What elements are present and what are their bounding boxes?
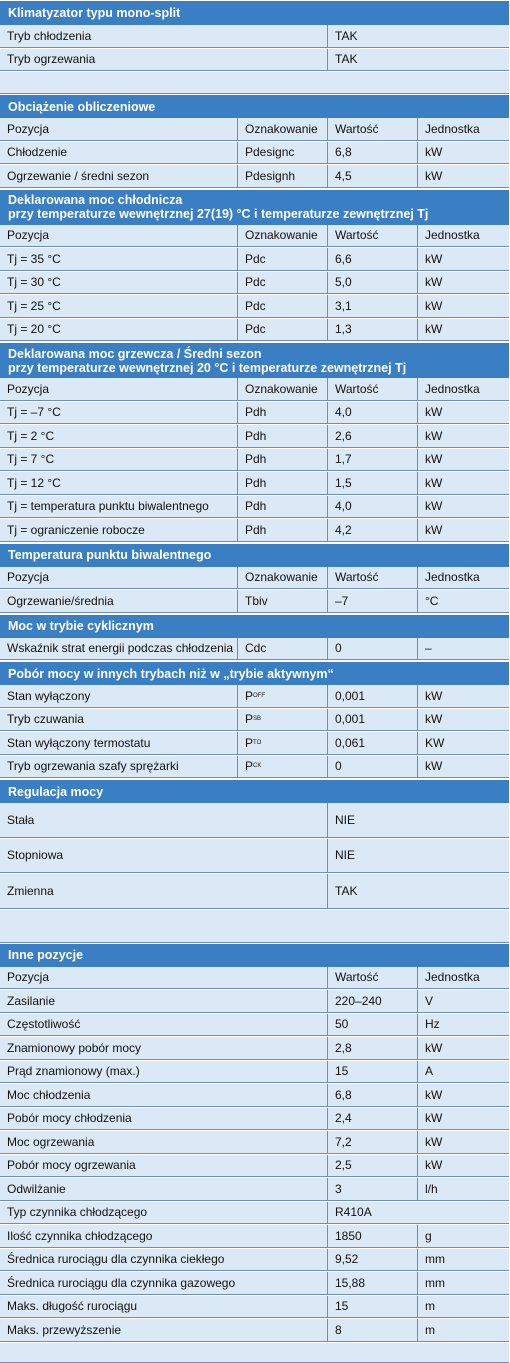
row-unit: kW: [418, 472, 509, 495]
row-value: 1,5: [328, 472, 418, 495]
row-unit: g: [418, 1225, 509, 1248]
row-label: Maks. długość rurociągu: [0, 1296, 328, 1319]
row-label: Ilość czynnika chłodzącego: [0, 1225, 328, 1248]
row-value: 15,88: [328, 1272, 418, 1295]
row-code: [238, 732, 328, 755]
table-row: [0, 1319, 509, 1343]
section-title-line1: Deklarowana moc grzewcza / Średni sezon: [8, 346, 262, 361]
row-label: Zmienna: [0, 874, 328, 909]
header-wartosc: Wartość: [328, 225, 418, 248]
table-row: [0, 519, 509, 543]
row-label: Ogrzewanie / średni sezon: [0, 165, 238, 188]
row-value: 50: [328, 1014, 418, 1037]
row-value: 220–240: [328, 990, 418, 1013]
header-pozycja: Pozycja: [0, 967, 328, 990]
row-value: 6,8: [328, 1084, 418, 1107]
code-subscript: CK: [253, 763, 262, 770]
section-title-text: Temperatura punktu biwalentnego: [8, 548, 212, 562]
row-unit: °C: [418, 590, 509, 613]
row-value: 4,2: [328, 519, 418, 542]
spacer-row: [0, 1343, 509, 1363]
row-unit: kW: [418, 272, 509, 295]
row-code: Tbiv: [238, 590, 328, 613]
table-row: [0, 1202, 509, 1226]
row-unit: kW: [418, 319, 509, 342]
code-main: P: [245, 735, 254, 750]
row-value: 4,0: [328, 496, 418, 519]
row-unit: kW: [418, 425, 509, 448]
table-row: [0, 1272, 509, 1296]
row-code: Pdh: [238, 449, 328, 472]
row-unit: kW: [418, 1084, 509, 1107]
row-label: Odwilżanie: [0, 1178, 328, 1201]
row-unit: kW: [418, 165, 509, 188]
row-unit: kW: [418, 1037, 509, 1060]
row-value: 0: [328, 756, 418, 779]
row-value: TAK: [328, 49, 509, 72]
row-value: 15: [328, 1296, 418, 1319]
row-label: Prąd znamionowy (max.): [0, 1061, 328, 1084]
row-value: 1,7: [328, 449, 418, 472]
row-label: Tj = 20 °C: [0, 319, 238, 342]
table-row: [0, 248, 509, 272]
row-label: Tj = 12 °C: [0, 472, 238, 495]
row-unit: m: [418, 1296, 509, 1319]
row-code: Pdc: [238, 319, 328, 342]
table-row: [0, 319, 509, 343]
row-unit: V: [418, 990, 509, 1013]
header-wartosc: Wartość: [328, 567, 418, 590]
row-code: [238, 709, 328, 732]
row-unit: kW: [418, 1108, 509, 1131]
code-subscript: SB: [253, 716, 262, 723]
table-row: [0, 1084, 509, 1108]
table-row: [0, 1037, 509, 1061]
row-value: 4,5: [328, 165, 418, 188]
header-jednostka: Jednostka: [418, 567, 509, 590]
code-main: P: [245, 712, 254, 727]
table-header-row: [0, 225, 509, 249]
section-title-line1: Deklarowana moc chłodnicza: [8, 193, 183, 207]
section-title-regulacja-mocy: [0, 779, 509, 803]
row-label: Tj = 35 °C: [0, 248, 238, 271]
table-row: [0, 49, 509, 73]
table-row: [0, 1155, 509, 1179]
row-label: Pobór mocy ogrzewania: [0, 1155, 328, 1178]
row-label: Stała: [0, 803, 328, 838]
row-unit: kW: [418, 248, 509, 271]
row-unit: kW: [418, 756, 509, 779]
row-unit: kW: [418, 1155, 509, 1178]
table-row: [0, 685, 509, 709]
row-label: Zasilanie: [0, 990, 328, 1013]
row-value: 0,001: [328, 685, 418, 708]
table-row: [0, 638, 509, 662]
row-unit: kW: [418, 1131, 509, 1154]
row-label: Tj = 2 °C: [0, 425, 238, 448]
row-value: 6,8: [328, 142, 418, 165]
row-value: R410A: [328, 1202, 509, 1225]
row-code: Pdesignh: [238, 165, 328, 188]
row-label: Tj = ograniczenie robocze: [0, 519, 238, 542]
section-title-text: Regulacja mocy: [8, 784, 104, 799]
table-row: [0, 425, 509, 449]
section-title-line2: przy temperaturze wewnętrznej 20 °C i temperaturze zewnętrznej Tj: [8, 360, 407, 375]
row-label: Tryb czuwania: [0, 709, 238, 732]
table-row: [0, 590, 509, 614]
header-jednostka: Jednostka: [418, 967, 509, 990]
row-label: Tj = temperatura punktu biwalentnego: [0, 496, 238, 519]
header-oznakowanie: Oznakowanie: [238, 567, 328, 590]
row-value: NIE: [328, 803, 509, 838]
row-label: Typ czynnika chłodzącego: [0, 1202, 328, 1225]
section-title-tryb-cykliczny: [0, 614, 509, 638]
row-unit: kW: [418, 519, 509, 542]
header-pozycja: Pozycja: [0, 225, 238, 248]
section-title-line2: przy temperaturze wewnętrznej 27(19) °C i temperaturze zewnętrznej Tj: [8, 207, 429, 221]
table-row: [0, 1014, 509, 1038]
row-unit: kW: [418, 402, 509, 425]
section-title-moc-grzewcza: [0, 342, 509, 378]
row-value: NIE: [328, 839, 509, 874]
table-row: [0, 496, 509, 520]
table-row: [0, 1061, 509, 1085]
spacer-row: [0, 72, 509, 94]
table-row: [0, 990, 509, 1014]
table-row: [0, 1108, 509, 1132]
section-title-text: Obciążenie obliczeniowe: [8, 99, 156, 114]
section-title-text: Pobór mocy w innych trybach niż w „trybie aktywnym“: [8, 666, 334, 681]
row-code: Pdc: [238, 295, 328, 318]
row-unit: kW: [418, 496, 509, 519]
row-code: Pdh: [238, 496, 328, 519]
row-code: Pdh: [238, 519, 328, 542]
spacer-row: [0, 910, 509, 943]
section-title-text: Klimatyzator typu mono-split: [8, 6, 181, 20]
row-label: Średnica rurociągu dla czynnika gazowego: [0, 1272, 328, 1295]
row-unit: kW: [418, 685, 509, 708]
row-value: 6,6: [328, 248, 418, 271]
row-label: Znamionowy pobór mocy: [0, 1037, 328, 1060]
row-value: TAK: [328, 25, 509, 48]
table-header-row: [0, 967, 509, 991]
row-value: 7,2: [328, 1131, 418, 1154]
header-pozycja: Pozycja: [0, 567, 238, 590]
row-value: 1850: [328, 1225, 418, 1248]
row-code: [238, 756, 328, 779]
row-code: Pdc: [238, 272, 328, 295]
header-jednostka: Jednostka: [418, 118, 509, 141]
table-row: [0, 472, 509, 496]
section-title-moc-chlodnicza: [0, 189, 509, 225]
row-label: Ogrzewanie/średnia: [0, 590, 238, 613]
code-subscript: OFF: [253, 692, 266, 699]
table-row: [0, 402, 509, 426]
row-value: TAK: [328, 874, 509, 909]
table-row: [0, 295, 509, 319]
row-label: Tryb ogrzewania szafy sprężarki: [0, 756, 238, 779]
row-unit: kW: [418, 709, 509, 732]
row-value: 5,0: [328, 272, 418, 295]
table-row: [0, 839, 509, 875]
row-value: 0,001: [328, 709, 418, 732]
row-unit: kW: [418, 449, 509, 472]
section-title-text: Inne pozycje: [8, 948, 84, 962]
row-unit: Hz: [418, 1014, 509, 1037]
code-main: P: [245, 688, 254, 703]
row-unit: KW: [418, 732, 509, 755]
table-row: [0, 1225, 509, 1249]
table-row: [0, 1249, 509, 1273]
code-subscript: TO: [253, 739, 262, 746]
header-oznakowanie: Oznakowanie: [238, 378, 328, 401]
code-main: P: [245, 759, 254, 774]
row-code: [238, 685, 328, 708]
row-label: Tj = 7 °C: [0, 449, 238, 472]
row-unit: A: [418, 1061, 509, 1084]
row-value: 4,0: [328, 402, 418, 425]
row-value: 8: [328, 1319, 418, 1342]
header-oznakowanie: Oznakowanie: [238, 225, 328, 248]
table-row: [0, 142, 509, 166]
row-unit: mm: [418, 1249, 509, 1272]
table-row: [0, 803, 509, 839]
header-oznakowanie: Oznakowanie: [238, 118, 328, 141]
row-label: Wskaźnik strat energii podczas chłodzenia: [0, 638, 238, 661]
row-label: Tj = –7 °C: [0, 402, 238, 425]
row-unit: kW: [418, 142, 509, 165]
header-pozycja: Pozycja: [0, 378, 238, 401]
row-unit: –: [418, 638, 509, 661]
row-value: 2,5: [328, 1155, 418, 1178]
row-code: Pdc: [238, 248, 328, 271]
row-label: Stopniowa: [0, 839, 328, 874]
section-title-klimatyzator: [0, 0, 509, 25]
table-header-row: [0, 378, 509, 402]
row-label: Chłodzenie: [0, 142, 238, 165]
table-row: [0, 272, 509, 296]
row-value: 2,8: [328, 1037, 418, 1060]
row-label: Stan wyłączony: [0, 685, 238, 708]
table-row: [0, 25, 509, 49]
table-row: [0, 1131, 509, 1155]
table-row: [0, 165, 509, 189]
row-unit: mm: [418, 1272, 509, 1295]
row-unit: l/h: [418, 1178, 509, 1201]
row-value: –7: [328, 590, 418, 613]
row-value: 2,6: [328, 425, 418, 448]
row-code: Pdh: [238, 472, 328, 495]
row-label: Moc chłodzenia: [0, 1084, 328, 1107]
section-title-obciazenie: [0, 94, 509, 118]
row-label: Średnica rurociągu dla czynnika ciekłego: [0, 1249, 328, 1272]
row-label: Moc ogrzewania: [0, 1131, 328, 1154]
row-code: Pdh: [238, 425, 328, 448]
header-pozycja: Pozycja: [0, 118, 238, 141]
row-value: 3,1: [328, 295, 418, 318]
section-title-text: Moc w trybie cyklicznym: [8, 619, 154, 633]
table-row: [0, 756, 509, 780]
table-row: [0, 1178, 509, 1202]
table-row: [0, 874, 509, 910]
row-value: 2,4: [328, 1108, 418, 1131]
section-title-inne-pozycje: [0, 943, 509, 967]
header-jednostka: Jednostka: [418, 225, 509, 248]
row-label: Tj = 25 °C: [0, 295, 238, 318]
table-row: [0, 449, 509, 473]
section-title-pobor-mocy: [0, 661, 509, 685]
row-code: Cdc: [238, 638, 328, 661]
row-unit: kW: [418, 295, 509, 318]
table-header-row: [0, 118, 509, 142]
row-value: 0: [328, 638, 418, 661]
row-label: Maks. przewyższenie: [0, 1319, 328, 1342]
row-value: 15: [328, 1061, 418, 1084]
row-label: Tj = 30 °C: [0, 272, 238, 295]
row-value: 3: [328, 1178, 418, 1201]
row-label: Tryb ogrzewania: [0, 49, 328, 72]
row-code: Pdh: [238, 402, 328, 425]
row-label: Stan wyłączony termostatu: [0, 732, 238, 755]
header-wartosc: Wartość: [328, 378, 418, 401]
row-value: 9,52: [328, 1249, 418, 1272]
header-jednostka: Jednostka: [418, 378, 509, 401]
header-wartosc: Wartość: [328, 118, 418, 141]
header-wartosc: Wartość: [328, 967, 418, 990]
row-value: 1,3: [328, 319, 418, 342]
table-row: [0, 709, 509, 733]
row-label: Pobór mocy chłodzenia: [0, 1108, 328, 1131]
table-header-row: [0, 567, 509, 591]
row-unit: m: [418, 1319, 509, 1342]
table-row: [0, 1296, 509, 1320]
row-code: Pdesignc: [238, 142, 328, 165]
row-value: 0,061: [328, 732, 418, 755]
table-row: [0, 732, 509, 756]
section-title-temperatura-biwalentna: [0, 543, 509, 567]
row-label: Tryb chłodzenia: [0, 25, 328, 48]
row-label: Częstotliwość: [0, 1014, 328, 1037]
